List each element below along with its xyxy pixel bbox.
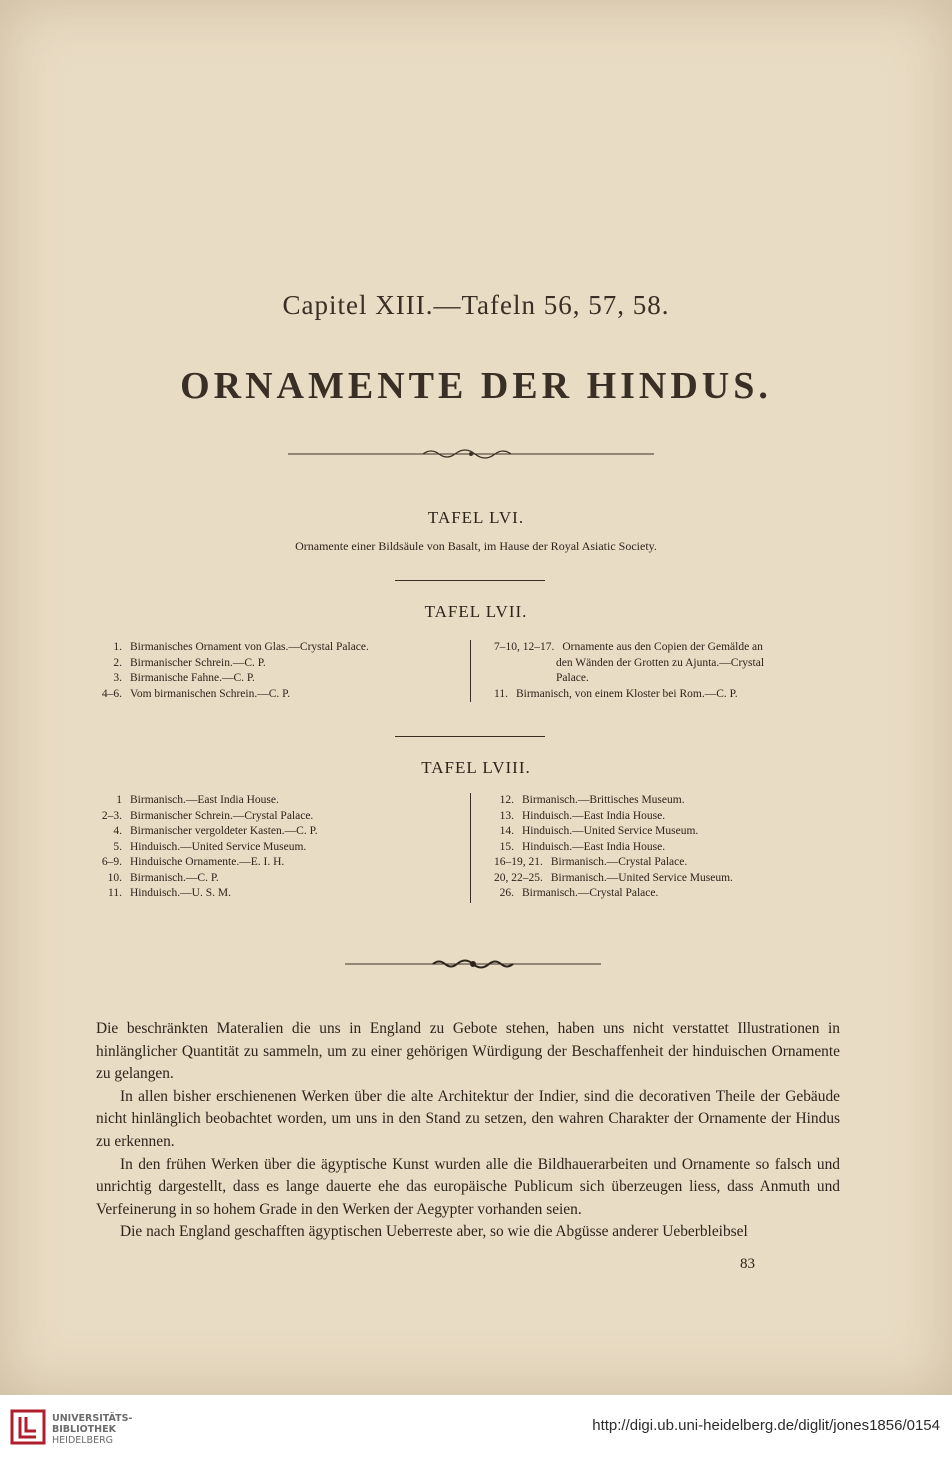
list-item — [94, 886, 318, 902]
list-item — [494, 809, 733, 825]
tafel-56-heading: TAFEL LVI. — [427, 508, 525, 527]
item-number: 14. — [499, 825, 514, 837]
library-logo-icon — [10, 1409, 46, 1445]
item-text: Birmanisch, von einem Kloster bei Rom.—C. P. — [515, 687, 738, 700]
item-number: 2–3. — [101, 809, 122, 822]
list-item — [494, 656, 764, 672]
item-number: 20, 22–25. — [494, 871, 543, 884]
page-number: 83 — [740, 1256, 755, 1272]
item-number: 4. — [113, 825, 122, 837]
item-number: 11. — [108, 887, 122, 899]
item-text: Vom birmanischen Schrein.—C. P. — [130, 687, 291, 700]
scroll-ornament-icon — [345, 957, 601, 971]
item-number: 26. — [499, 887, 514, 899]
item-text: Birmanisch.—United Service Museum. — [550, 871, 733, 884]
column-divider — [470, 793, 471, 903]
list-item — [94, 840, 318, 856]
tafel-58-heading: TAFEL LVIII. — [421, 758, 531, 777]
item-text: Birmanisch.—Crystal Palace. — [522, 887, 659, 899]
tafel-56-subtitle: Ornamente einer Bildsäule von Basalt, im Hause der Royal Asiatic Society. — [295, 539, 657, 553]
tafel-58-left-list — [94, 793, 318, 902]
item-text: Hinduisch.—U. S. M. — [130, 887, 231, 899]
item-text: Birmanisches Ornament von Glas.—Crystal Palace. — [130, 641, 369, 653]
paragraph: In den frühen Werken über die ägyptische Kunst wurden alle die Bildhauerarbeiten und Ornamente so falsch und unrichtig dargestellt, dass es lange dauerte ehe das europäische Publicum sich überzeugen liess, dass Anmuth und Verfeinerung in so hohem Grade in den Werken der Aegypter vorhanden seien. — [96, 1155, 840, 1218]
item-number: 1 — [116, 794, 122, 806]
list-item — [494, 840, 733, 856]
divider — [395, 736, 545, 737]
item-text: Hinduisch.—East India House. — [522, 840, 666, 853]
item-text: Birmanisch.—Crystal Palace. — [550, 856, 688, 868]
list-item — [94, 871, 318, 887]
item-text: Birmanisch.—Brittisches Museum. — [522, 794, 685, 806]
list-item — [494, 824, 733, 840]
tafel-57-heading: TAFEL LVII. — [424, 602, 528, 621]
item-text: Birmanischer Schrein.—Crystal Palace. — [130, 809, 314, 822]
item-text: Hinduisch.—United Service Museum. — [522, 825, 699, 837]
item-text: Birmanische Fahne.—C. P. — [130, 672, 255, 684]
list-item — [94, 656, 369, 672]
list-item — [494, 640, 764, 656]
tafel-57-right-list — [494, 640, 764, 702]
item-text: Birmanisch.—C. P. — [130, 871, 219, 884]
list-item — [94, 855, 318, 871]
item-number: 12. — [499, 794, 514, 806]
list-item — [94, 640, 369, 656]
item-text: Hinduisch.—United Service Museum. — [130, 840, 307, 853]
library-name — [52, 1413, 132, 1446]
list-item — [94, 687, 369, 703]
list-item — [94, 793, 318, 809]
item-text: Palace. — [556, 672, 589, 684]
tafel-57-left-list — [94, 640, 369, 702]
item-number: 3. — [113, 672, 122, 684]
item-text: Ornamente aus den Copien der Gemälde an — [562, 641, 763, 653]
tafel-58-right-list — [494, 793, 733, 902]
item-number: 11. — [494, 687, 508, 700]
item-text: Birmanischer vergoldeter Kasten.—C. P. — [130, 825, 318, 837]
column-divider — [470, 640, 471, 702]
item-text: Hinduisch.—East India House. — [522, 809, 666, 822]
item-text: den Wänden der Grotten zu Ajunta.—Crystal — [556, 656, 765, 669]
library-name-line: UNIVERSITÄTS- — [52, 1413, 133, 1424]
source-url-link[interactable]: http://digi.ub.uni-heidelberg.de/diglit/jones1856/0154 — [592, 1417, 940, 1434]
item-number: 15. — [499, 840, 514, 853]
item-number: 13. — [499, 809, 514, 822]
item-number: 6–9. — [101, 856, 122, 868]
item-text: Birmanischer Schrein.—C. P. — [130, 656, 266, 669]
item-text: Hinduische Ornamente.—E. I. H. — [130, 856, 285, 868]
list-item — [94, 671, 369, 687]
page-title: ORNAMENTE DER HINDUS. — [180, 365, 772, 407]
item-number: 5. — [113, 840, 122, 853]
list-item — [94, 824, 318, 840]
library-name-line: BIBLIOTHEK — [52, 1424, 116, 1435]
list-item — [494, 671, 764, 687]
item-text: Birmanisch.—East India House. — [130, 794, 279, 806]
list-item — [494, 855, 733, 871]
list-item — [494, 687, 764, 703]
list-item — [94, 809, 318, 825]
item-number: 16–19, 21. — [494, 856, 543, 868]
list-item — [494, 886, 733, 902]
body-text — [96, 1018, 840, 1244]
footer-bar — [0, 1395, 952, 1471]
divider — [395, 580, 545, 581]
paragraph: Die beschränkten Materalien die uns in England zu Gebote stehen, haben uns nicht verstattet Illustrationen in hinlänglicher Quantität zu sammeln, um zu einer gehörigen Würdigung der Beschaffenheit der hinduischen Ornamente zu gelangen. — [96, 1020, 840, 1083]
item-number: 1. — [113, 641, 122, 653]
item-number: 4–6. — [101, 687, 122, 700]
paragraph: In allen bisher erschienenen Werken über die alte Architektur der Indier, sind die decorativen Theile der Gebäude nicht hinlänglich beobachtet worden, um uns in den Stand zu setzen, den wahren Charakter der Ornamente der Hindus zu erkennen. — [96, 1087, 840, 1150]
list-item — [494, 793, 733, 809]
paragraph: Die nach England geschafften ägyptischen Ueberreste aber, so wie die Abgüsse anderer Ueberbleibsel — [120, 1223, 748, 1241]
library-name-line: HEIDELBERG — [52, 1435, 114, 1446]
item-number: 10. — [107, 871, 122, 884]
list-item — [494, 871, 733, 887]
item-number: 2. — [113, 656, 122, 669]
scroll-ornament-icon — [288, 446, 654, 462]
chapter-title: Capitel XIII.—Tafeln 56, 57, 58. — [282, 290, 670, 320]
item-number: 7–10, 12–17. — [494, 641, 555, 653]
